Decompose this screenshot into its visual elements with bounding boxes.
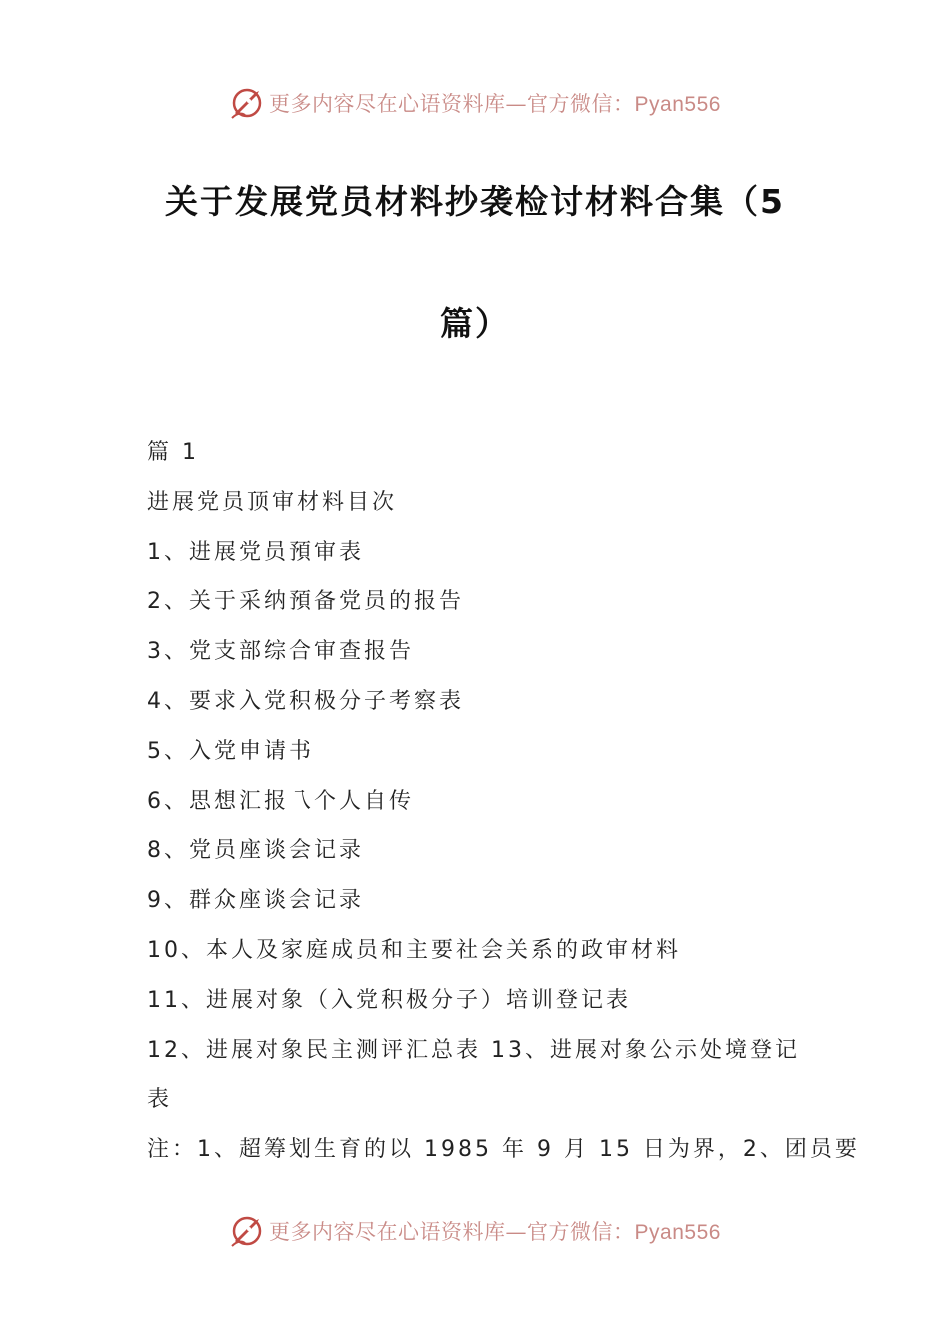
watermark-text: 更多内容尽在心语资料库—官方微信： <box>269 1220 635 1244</box>
body-line: 11、进展对象（入党积极分子）培训登记表 <box>147 987 631 1013</box>
body-line: 12、进展对象民主测评汇总表 13、进展对象公示处境登记 <box>147 1037 800 1063</box>
body-line: 3、党支部综合审查报告 <box>147 639 414 665</box>
body-line: 9、群众座谈会记录 <box>147 888 364 914</box>
document-title-line-1: 关于发展党员材料抄袭检讨材料合集（5 <box>165 182 785 221</box>
body-line: 1、进展党员預审表 <box>147 539 364 565</box>
body-line: 篇 1 <box>147 440 199 465</box>
watermark-wechat-id: Pyan556 <box>634 1221 721 1244</box>
pen-nib-circle-icon <box>229 85 265 121</box>
document-title-line-2: 篇） <box>440 304 510 343</box>
body-line: 6、思想汇报乁个人自传 <box>147 788 414 814</box>
pen-nib-circle-icon <box>229 1213 265 1249</box>
header-watermark <box>0 83 950 123</box>
body-line: 2、关于采纳預备党员的报告 <box>147 589 464 615</box>
body-line: 5、入党申请书 <box>147 738 314 764</box>
watermark-wechat-id: Pyan556 <box>634 93 721 116</box>
body-line: 8、党员座谈会记录 <box>147 838 364 864</box>
body-line: 进展党员顶审材料目次 <box>147 489 398 515</box>
footer-watermark <box>0 1211 950 1251</box>
watermark-text: 更多内容尽在心语资料库—官方微信： <box>269 92 635 116</box>
body-line: 10、本人及家庭成员和主要社会关系的政审材料 <box>147 937 681 963</box>
body-line: 注：1、超筹划生育的以 1985 年 9 月 15 日为界，2、团员要 <box>147 1137 860 1163</box>
document-body <box>147 428 860 1175</box>
body-line: 表 <box>147 1087 173 1113</box>
body-line: 4、要求入党积极分子考察表 <box>147 688 464 714</box>
